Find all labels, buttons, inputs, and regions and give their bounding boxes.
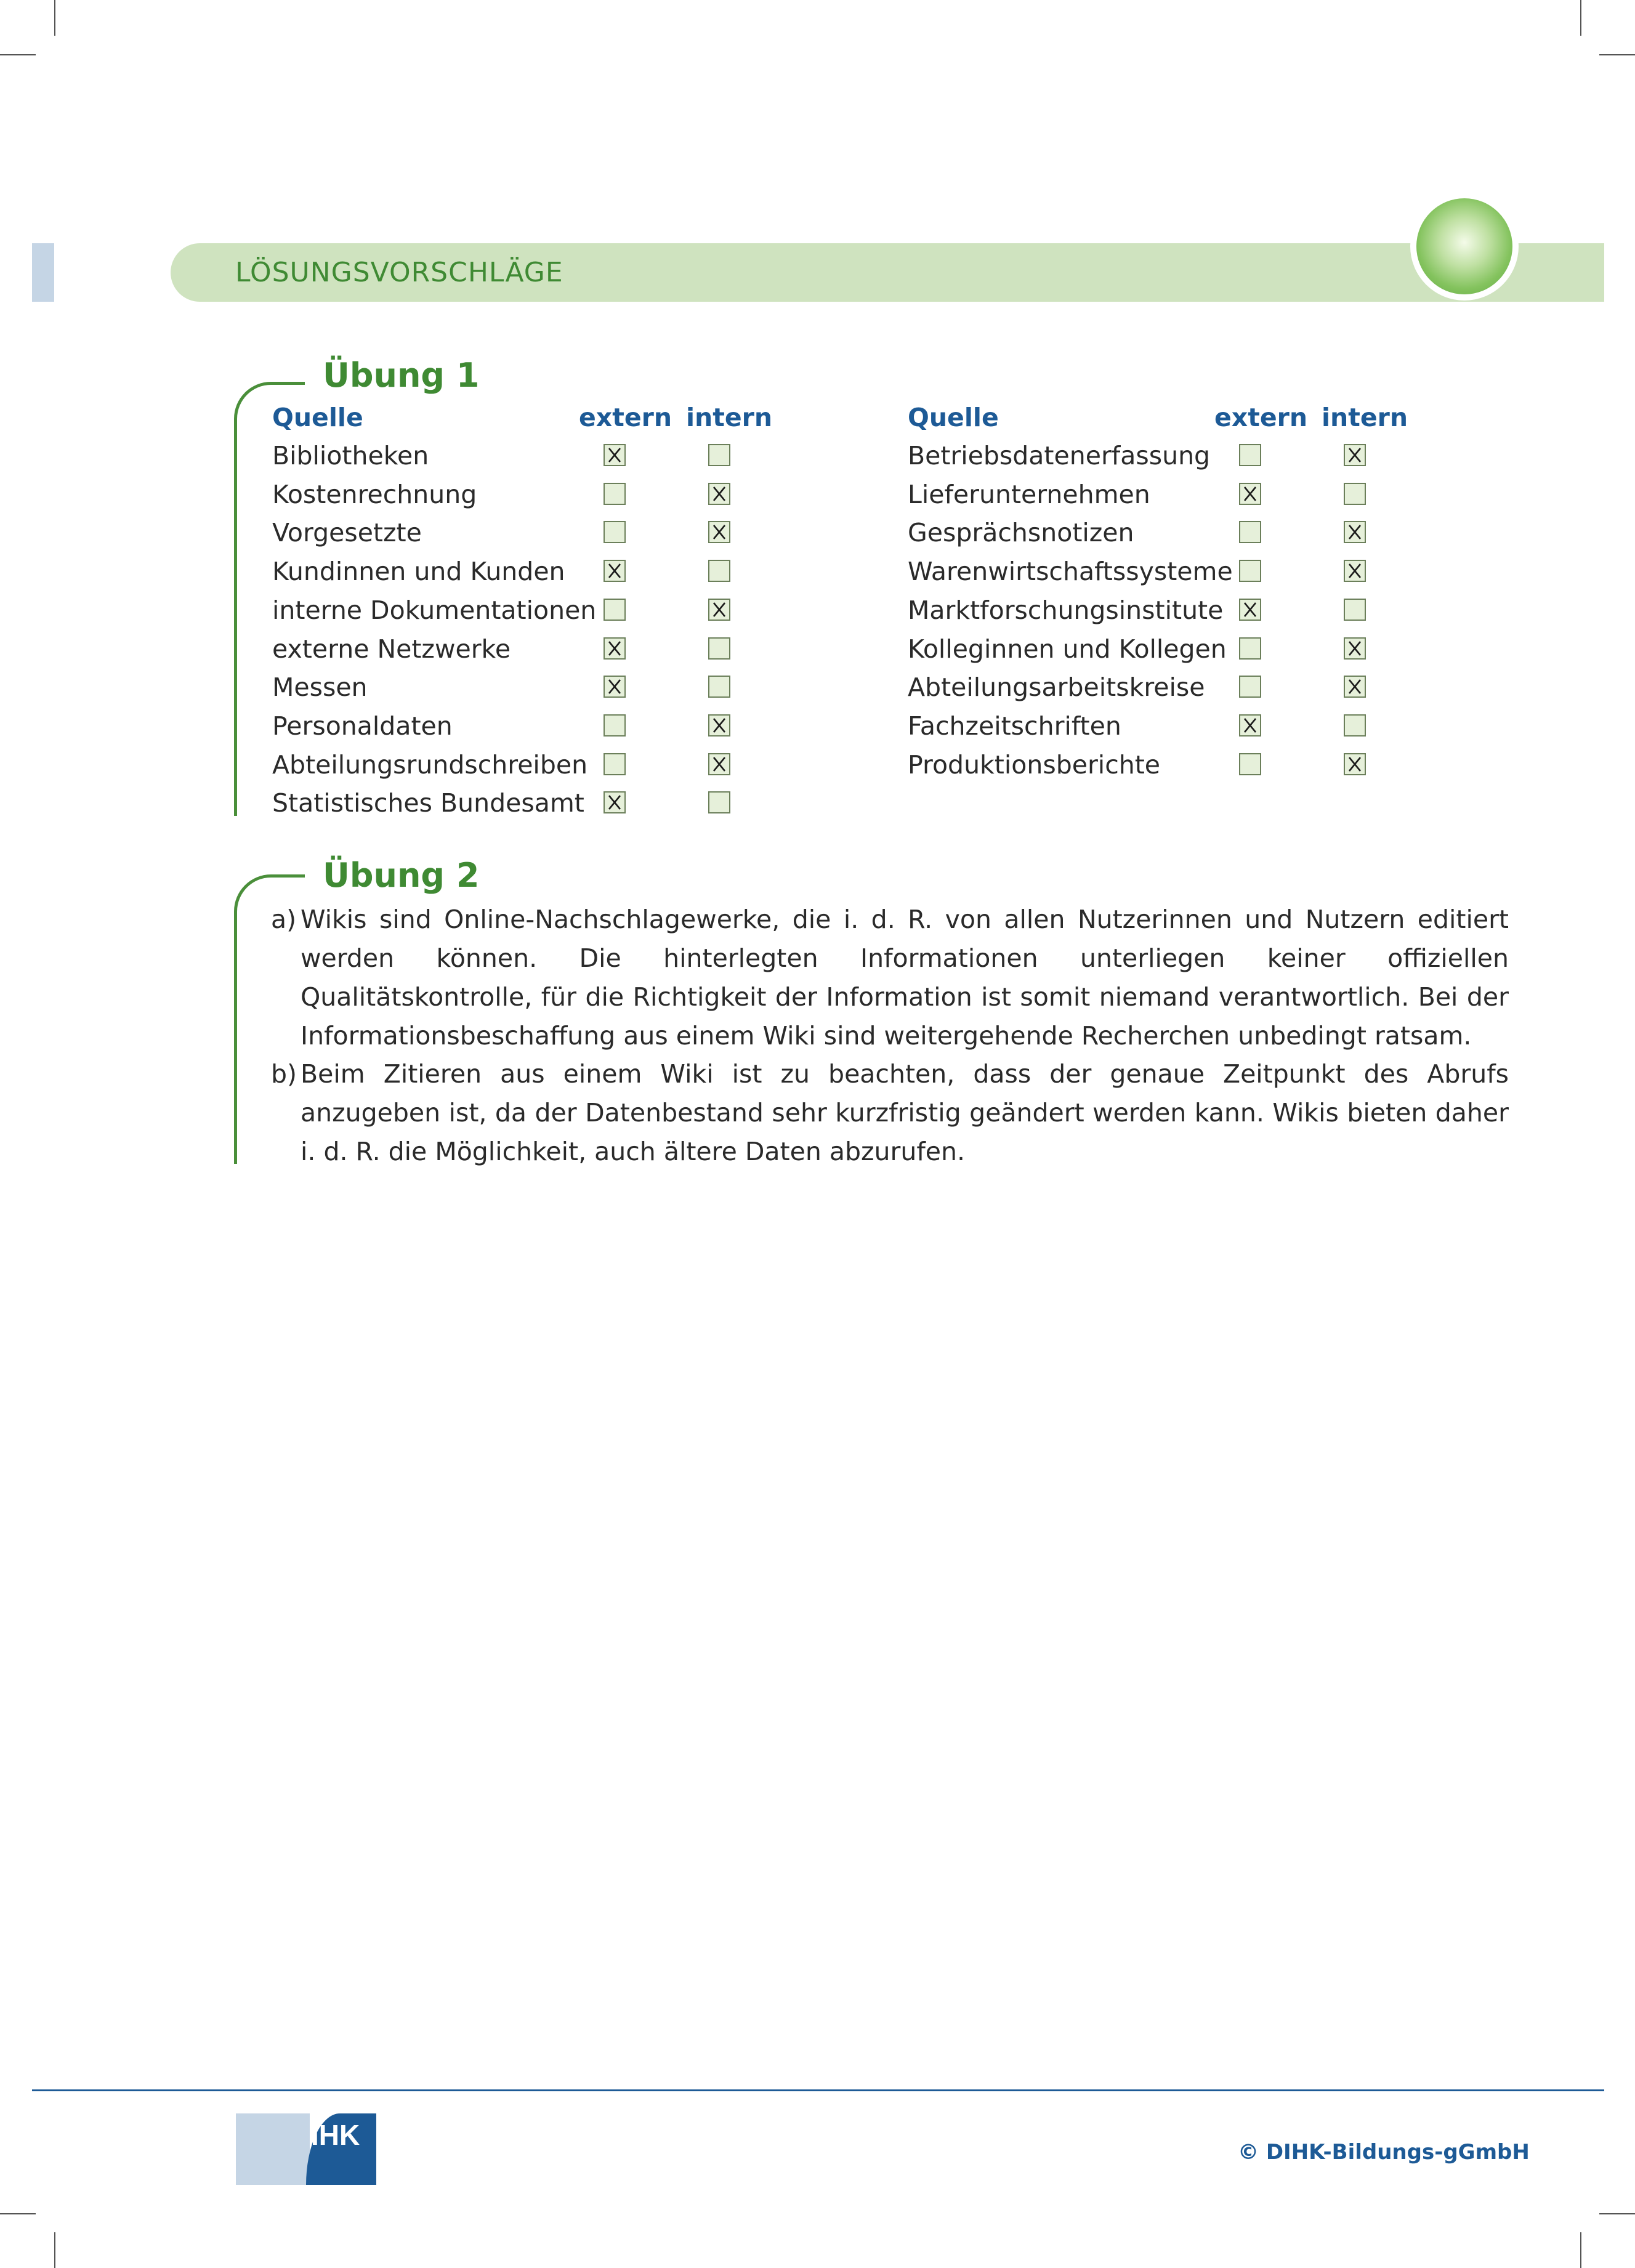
cross-mark-icon <box>709 716 729 735</box>
extern-checkbox[interactable] <box>604 444 626 466</box>
header-band <box>171 243 1604 302</box>
extern-checkbox[interactable] <box>604 714 626 736</box>
intern-checkbox[interactable] <box>708 637 730 660</box>
source-label: Kundinnen und Kunden <box>272 557 565 587</box>
cross-mark-icon <box>709 484 729 504</box>
extern-checkbox[interactable] <box>1239 444 1261 466</box>
source-label: Produktionsberichte <box>908 749 1161 780</box>
intern-checkbox[interactable] <box>1344 714 1366 736</box>
extern-checkbox[interactable] <box>604 676 626 698</box>
source-label: Bibliotheken <box>272 441 429 470</box>
extern-checkbox[interactable] <box>1239 714 1261 736</box>
left-col-head-intern: intern <box>686 403 773 432</box>
logo-text: IHK <box>311 2119 360 2151</box>
intern-checkbox[interactable] <box>708 521 730 543</box>
crop-mark <box>1599 2213 1635 2214</box>
source-label: Betriebsdatenerfassung <box>908 441 1211 470</box>
green-orb-icon <box>1416 198 1512 294</box>
cross-mark-icon <box>1240 716 1260 735</box>
right-col-head-source: Quelle <box>908 403 999 432</box>
intern-checkbox[interactable] <box>708 599 730 621</box>
right-col-head-intern: intern <box>1322 403 1408 432</box>
extern-checkbox[interactable] <box>604 599 626 621</box>
intern-checkbox[interactable] <box>708 444 730 466</box>
extern-checkbox[interactable] <box>1239 637 1261 660</box>
page-title: LÖSUNGSVORSCHLÄGE <box>235 257 563 288</box>
source-label: Statistisches Bundesamt <box>272 788 584 818</box>
crop-mark <box>0 54 36 55</box>
source-label: interne Dokumentationen <box>272 595 597 625</box>
intern-checkbox[interactable] <box>708 560 730 582</box>
left-col-head-extern: extern <box>579 403 672 432</box>
intern-checkbox[interactable] <box>1344 560 1366 582</box>
source-label: Fachzeitschriften <box>908 711 1121 741</box>
intern-checkbox[interactable] <box>1344 444 1366 466</box>
crop-mark <box>1580 0 1581 36</box>
exercise-2-title: Übung 2 <box>323 856 480 895</box>
intern-checkbox[interactable] <box>1344 521 1366 543</box>
extern-checkbox[interactable] <box>604 753 626 775</box>
cross-mark-icon <box>1345 522 1365 542</box>
cross-mark-icon <box>709 522 729 542</box>
cross-mark-icon <box>1345 561 1365 581</box>
cross-mark-icon <box>1240 600 1260 619</box>
intern-checkbox[interactable] <box>708 714 730 736</box>
cross-mark-icon <box>1345 754 1365 774</box>
extern-checkbox[interactable] <box>1239 599 1261 621</box>
cross-mark-icon <box>605 561 624 581</box>
crop-mark <box>54 0 55 36</box>
intern-checkbox[interactable] <box>1344 599 1366 621</box>
intern-checkbox[interactable] <box>1344 753 1366 775</box>
source-label: Personaldaten <box>272 711 453 741</box>
cross-mark-icon <box>709 600 729 619</box>
extern-checkbox[interactable] <box>604 560 626 582</box>
source-label: Lieferunternehmen <box>908 479 1150 509</box>
crop-mark <box>1580 2232 1581 2268</box>
left-col-head-source: Quelle <box>272 403 363 432</box>
source-label: Messen <box>272 672 368 703</box>
crop-mark <box>1599 54 1635 55</box>
source-label: Warenwirtschaftssysteme <box>908 557 1233 587</box>
extern-checkbox[interactable] <box>1239 521 1261 543</box>
intern-checkbox[interactable] <box>1344 637 1366 660</box>
intern-checkbox[interactable] <box>708 753 730 775</box>
source-label: externe Netzwerke <box>272 634 511 664</box>
extern-checkbox[interactable] <box>604 637 626 660</box>
cross-mark-icon <box>605 793 624 812</box>
source-label: Kostenrechnung <box>272 479 477 509</box>
extern-checkbox[interactable] <box>1239 483 1261 505</box>
cross-mark-icon <box>1345 639 1365 658</box>
cross-mark-icon <box>1345 677 1365 696</box>
exercise-1-title: Übung 1 <box>323 356 480 395</box>
cross-mark-icon <box>1345 445 1365 465</box>
intern-checkbox[interactable] <box>1344 483 1366 505</box>
cross-mark-icon <box>605 445 624 465</box>
source-label: Abteilungsarbeitskreise <box>908 672 1205 703</box>
copyright-notice: © DIHK-Bildungs-gGmbH <box>1238 2140 1530 2165</box>
crop-mark <box>0 2213 36 2214</box>
intern-checkbox[interactable] <box>708 676 730 698</box>
cross-mark-icon <box>1240 484 1260 504</box>
item-a-text: Wikis sind Online-Nachschlagewerke, die i. d. R. von allen Nutzerinnen und Nutzern editiert werden können. Die hinterlegten Informationen unterliegen keiner offiziellen Qualitätskontrolle, für die Richtigkeit der Information ist somit niemand verantwortlich. Bei der Informationsbeschaffung aus einem Wiki sind weitergehende Recherchen unbedingt ratsam. <box>301 905 1509 1051</box>
item-b-text: Beim Zitieren aus einem Wiki ist zu beachten, dass der genaue Zeitpunkt des Abrufs anzugeben ist, da der Datenbestand sehr kurzfristig geändert werden kann. Wikis bieten daher i. d. R. die Möglichkeit, auch ältere Daten abzurufen. <box>301 1059 1509 1166</box>
source-label: Abteilungsrundschreiben <box>272 749 588 780</box>
side-marker <box>32 243 54 302</box>
item-a-marker: a) <box>271 905 297 934</box>
source-label: Vorgesetzte <box>272 518 422 548</box>
extern-checkbox[interactable] <box>1239 560 1261 582</box>
ihk-logo <box>236 2113 376 2185</box>
source-label: Marktforschungsinstitute <box>908 595 1224 625</box>
extern-checkbox[interactable] <box>604 791 626 813</box>
source-label: Kolleginnen und Kollegen <box>908 634 1227 664</box>
item-b-marker: b) <box>271 1059 297 1089</box>
intern-checkbox[interactable] <box>708 791 730 813</box>
extern-checkbox[interactable] <box>1239 676 1261 698</box>
source-label: Gesprächsnotizen <box>908 518 1134 548</box>
extern-checkbox[interactable] <box>604 521 626 543</box>
right-col-head-extern: extern <box>1214 403 1308 432</box>
crop-mark <box>54 2232 55 2268</box>
cross-mark-icon <box>605 677 624 696</box>
footer-divider <box>32 2089 1604 2091</box>
cross-mark-icon <box>709 754 729 774</box>
extern-checkbox[interactable] <box>1239 753 1261 775</box>
intern-checkbox[interactable] <box>1344 676 1366 698</box>
cross-mark-icon <box>605 639 624 658</box>
intern-checkbox[interactable] <box>708 483 730 505</box>
extern-checkbox[interactable] <box>604 483 626 505</box>
